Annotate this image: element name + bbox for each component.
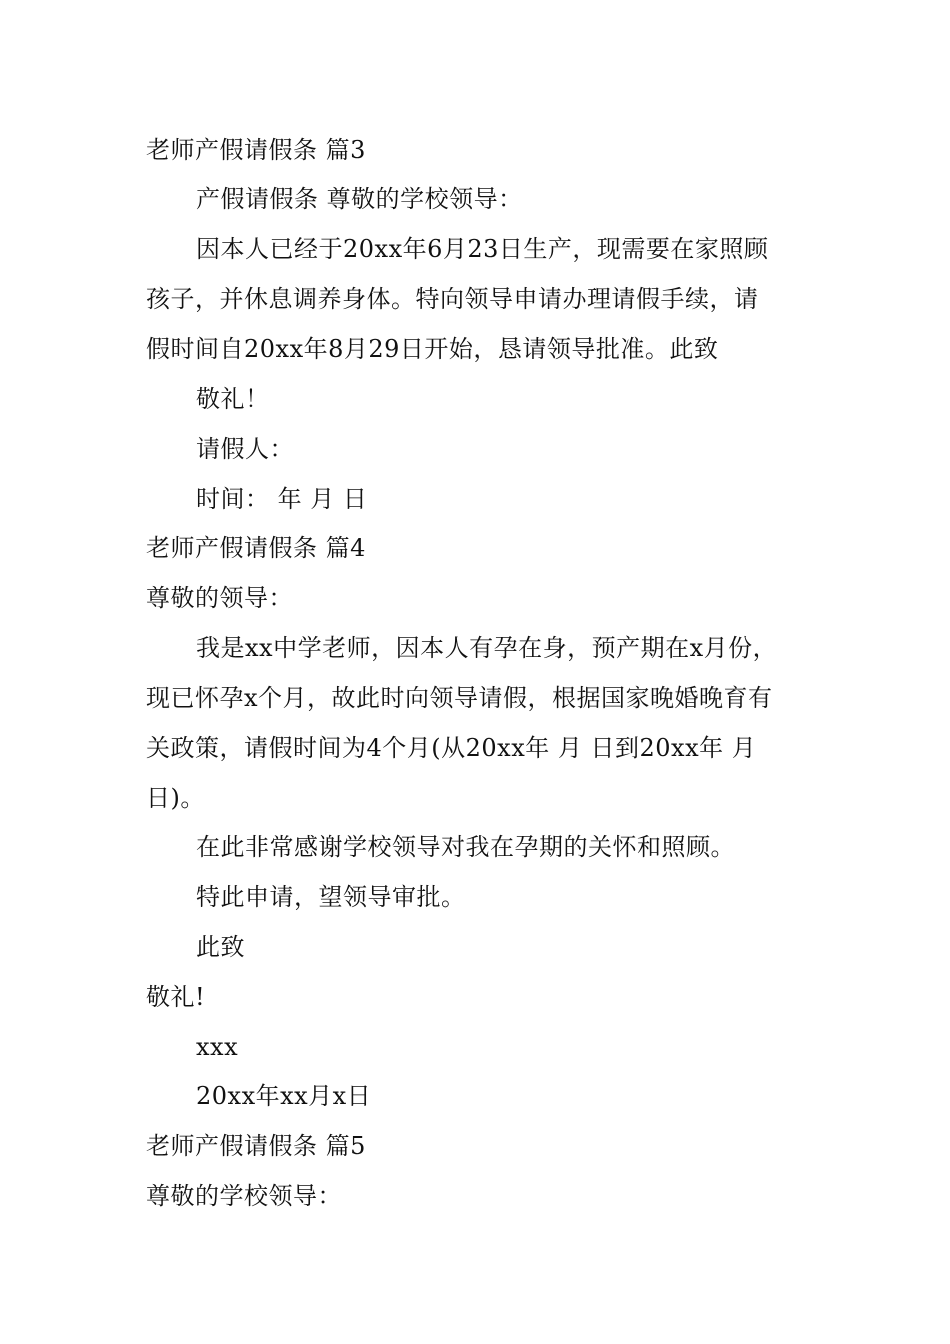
paragraph-line: 产假请假条 尊敬的学校领导： [196,185,523,213]
section-heading-4: 老师产假请假条 篇4 [146,534,366,562]
paragraph-line: 日)。 [146,784,205,812]
section-heading-3: 老师产假请假条 篇3 [146,136,366,164]
paragraph-line: 我是xx中学老师，因本人有孕在身，预产期在x月份， [196,634,778,662]
paragraph-line: 时间： 年 月 日 [196,485,368,513]
paragraph-line: 尊敬的领导： [146,584,293,612]
signature-line: xxx [196,1033,239,1061]
date-line: 20xx年xx月x日 [196,1082,372,1110]
paragraph-line: 请假人： [196,435,294,463]
paragraph-line: 特此申请，望领导审批。 [196,883,466,911]
paragraph-line: 尊敬的学校领导： [146,1182,342,1210]
paragraph-line: 此致 [196,933,245,961]
paragraph-line: 敬礼! [146,983,206,1011]
paragraph-line: 假时间自20xx年8月29日开始，恳请领导批准。此致 [146,335,719,363]
paragraph-line: 关政策，请假时间为4个月(从20xx年 月 日到20xx年 月 [146,734,757,762]
paragraph-line: 敬礼！ [196,385,270,413]
paragraph-line: 孩子，并休息调养身体。特向领导申请办理请假手续，请 [146,285,759,313]
paragraph-line: 在此非常感谢学校领导对我在孕期的关怀和照顾。 [196,833,735,861]
paragraph-line: 现已怀孕x个月，故此时向领导请假，根据国家晚婚晚育有 [146,684,773,712]
paragraph-line: 因本人已经于20xx年6月23日生产，现需要在家照顾 [196,235,769,263]
section-heading-5: 老师产假请假条 篇5 [146,1132,366,1160]
